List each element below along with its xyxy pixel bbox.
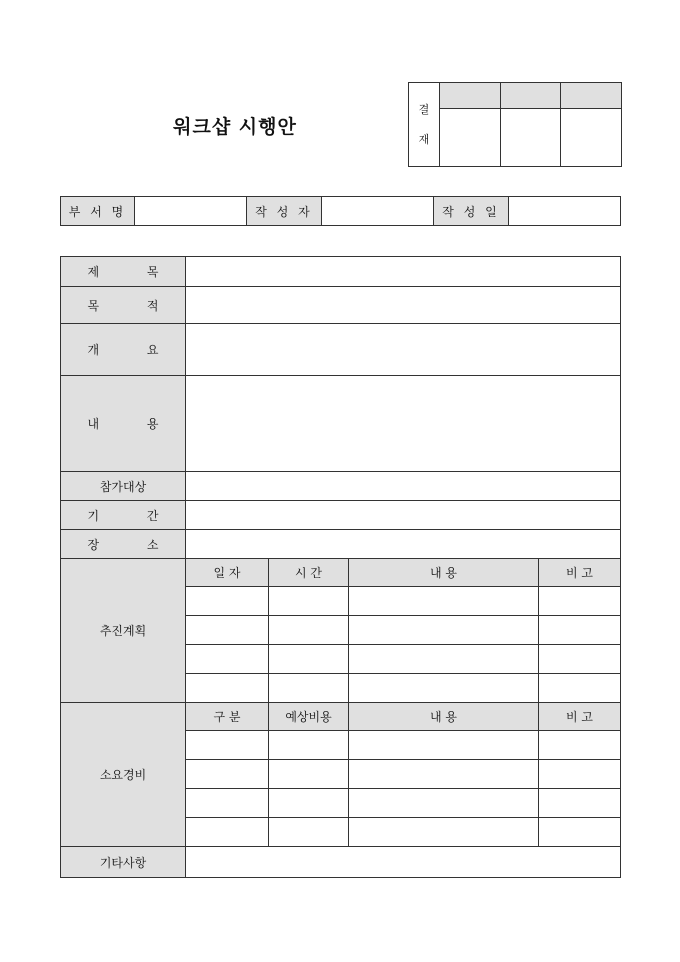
plan-header-note: 비 고 [539, 559, 621, 587]
cost-cell[interactable] [349, 731, 539, 760]
content-label: 내 용 [61, 376, 186, 472]
plan-cell[interactable] [349, 616, 539, 645]
plan-cell[interactable] [349, 645, 539, 674]
subject-field[interactable] [186, 257, 621, 287]
cost-header-category: 구 분 [186, 703, 269, 731]
cost-cell[interactable] [539, 818, 621, 847]
etc-label: 기타사항 [61, 847, 186, 878]
info-table [60, 196, 621, 226]
subject-label: 제 목 [61, 257, 186, 287]
plan-cell[interactable] [269, 587, 349, 616]
approval-box [408, 82, 622, 167]
approval-label-top: 결 [418, 102, 430, 116]
plan-label: 추진계획 [61, 559, 186, 703]
cost-label: 소요경비 [61, 703, 186, 847]
cost-cell[interactable] [186, 760, 269, 789]
purpose-label: 목 적 [61, 287, 186, 324]
cost-cell[interactable] [349, 789, 539, 818]
plan-cell[interactable] [269, 674, 349, 703]
participants-field[interactable] [186, 472, 621, 501]
plan-cell[interactable] [269, 616, 349, 645]
plan-cell[interactable] [186, 645, 269, 674]
cost-header-expected: 예상비용 [269, 703, 349, 731]
cost-cell[interactable] [349, 760, 539, 789]
cost-cell[interactable] [269, 818, 349, 847]
summary-label: 개 요 [61, 324, 186, 376]
plan-cell[interactable] [539, 616, 621, 645]
plan-cell[interactable] [269, 645, 349, 674]
cost-cell[interactable] [539, 760, 621, 789]
approval-header-cell [440, 83, 501, 109]
plan-cell[interactable] [539, 587, 621, 616]
date-field[interactable] [509, 197, 621, 226]
cost-cell[interactable] [186, 818, 269, 847]
document-title: 워크샵 시행안 [173, 116, 297, 138]
author-field[interactable] [322, 197, 434, 226]
period-field[interactable] [186, 501, 621, 530]
cost-cell[interactable] [186, 731, 269, 760]
plan-cell[interactable] [349, 674, 539, 703]
content-field[interactable] [186, 376, 621, 472]
main-form-table [60, 256, 621, 878]
cost-header-note: 비 고 [539, 703, 621, 731]
author-label: 작 성 자 [247, 197, 322, 226]
cost-cell[interactable] [269, 789, 349, 818]
participants-label: 참가대상 [61, 472, 186, 501]
plan-cell[interactable] [186, 674, 269, 703]
approval-sign-cell[interactable] [561, 109, 622, 167]
approval-sign-cell[interactable] [500, 109, 561, 167]
approval-label-bottom: 재 [418, 132, 430, 146]
cost-cell[interactable] [349, 818, 539, 847]
place-label: 장 소 [61, 530, 186, 559]
cost-header-content: 내 용 [349, 703, 539, 731]
plan-cell[interactable] [186, 587, 269, 616]
dept-label: 부 서 명 [61, 197, 135, 226]
approval-label [409, 83, 440, 167]
date-label: 작 성 일 [434, 197, 509, 226]
approval-header-cell [561, 83, 622, 109]
cost-cell[interactable] [539, 789, 621, 818]
plan-cell[interactable] [539, 645, 621, 674]
cost-cell[interactable] [186, 789, 269, 818]
cost-cell[interactable] [269, 731, 349, 760]
plan-header-date: 일 자 [186, 559, 269, 587]
etc-field[interactable] [186, 847, 621, 878]
plan-cell[interactable] [186, 616, 269, 645]
plan-cell[interactable] [349, 587, 539, 616]
place-field[interactable] [186, 530, 621, 559]
cost-cell[interactable] [539, 731, 621, 760]
plan-header-content: 내 용 [349, 559, 539, 587]
approval-sign-cell[interactable] [440, 109, 501, 167]
dept-field[interactable] [135, 197, 247, 226]
cost-cell[interactable] [269, 760, 349, 789]
summary-field[interactable] [186, 324, 621, 376]
plan-cell[interactable] [539, 674, 621, 703]
approval-header-cell [500, 83, 561, 109]
plan-header-time: 시 간 [269, 559, 349, 587]
period-label: 기 간 [61, 501, 186, 530]
purpose-field[interactable] [186, 287, 621, 324]
